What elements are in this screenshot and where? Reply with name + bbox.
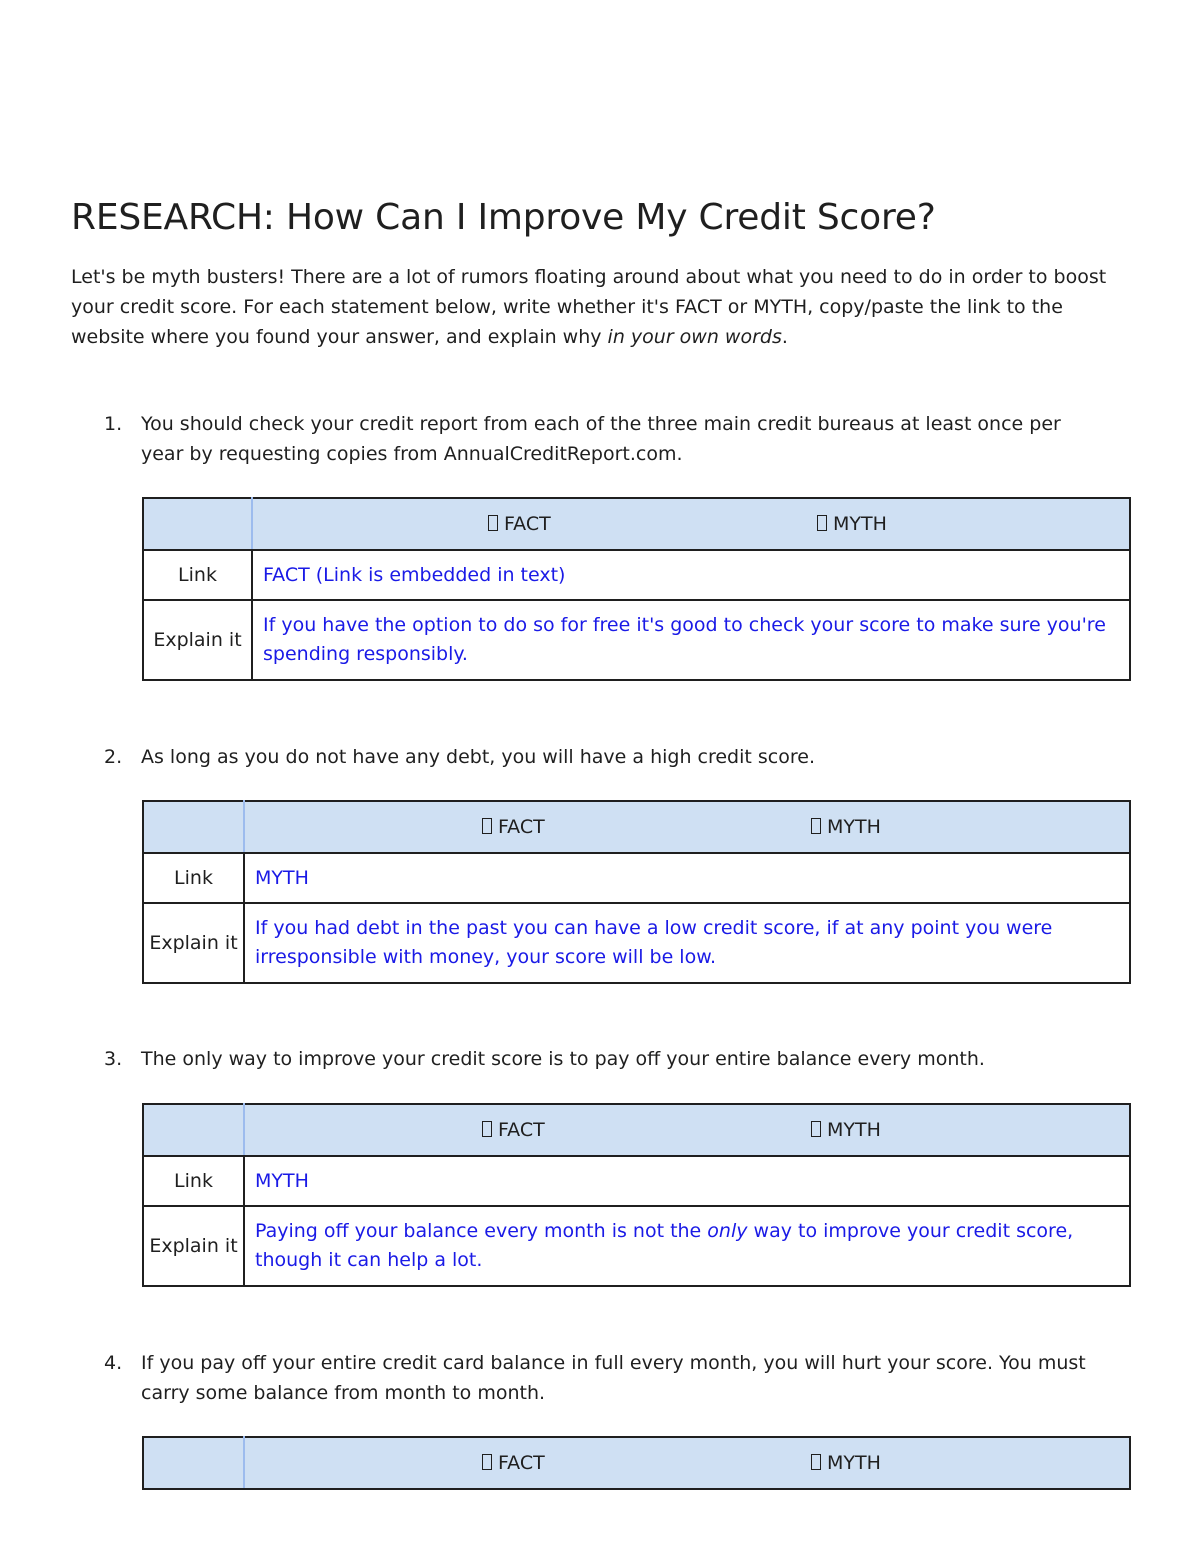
choice-row — [143, 1104, 1130, 1156]
intro-text: Let's be myth busters! There are a lot of rumors floating around about what you need to do in order to boost your credit score. For each statement below, write whether it's FACT or MYTH, copy/paste the link to the website where you found your answer, and explain why — [71, 266, 1107, 348]
question-number: 3. — [104, 1048, 123, 1070]
choice-cell — [244, 1104, 1130, 1156]
choice-row — [143, 498, 1130, 550]
question-number: 2. — [104, 746, 123, 768]
page-title: RESEARCH: How Can I Improve My Credit Score? — [71, 197, 936, 238]
explanation-emphasis: only — [707, 1220, 748, 1242]
choice-row — [143, 801, 1130, 853]
question-2 — [104, 742, 1094, 772]
checkbox-icon — [482, 818, 492, 834]
checkbox-icon — [811, 1121, 821, 1137]
myth-checkbox[interactable] — [817, 509, 887, 539]
header-corner-cell — [143, 1437, 244, 1489]
explain-label: Explain it — [143, 903, 244, 983]
question-number: 1. — [104, 413, 123, 435]
header-corner-cell — [143, 801, 244, 853]
fact-checkbox[interactable] — [482, 1448, 545, 1478]
link-label: Link — [143, 1156, 244, 1206]
intro-paragraph — [71, 262, 1141, 352]
explain-row — [143, 903, 1130, 983]
link-answer[interactable]: FACT (Link is embedded in text) — [252, 550, 1130, 600]
explanation-text[interactable]: If you had debt in the past you can have a low credit score, if at any point you were irresponsible with money, your score will be low. — [244, 903, 1130, 983]
myth-checkbox[interactable] — [811, 812, 881, 842]
fact-checkbox[interactable] — [488, 509, 551, 539]
explain-row — [143, 1206, 1130, 1286]
myth-label: MYTH — [833, 513, 887, 535]
answer-table-4 — [142, 1436, 1131, 1490]
question-text: The only way to improve your credit score is to pay off your entire balance every month. — [141, 1048, 985, 1070]
link-label: Link — [143, 550, 252, 600]
explain-label: Explain it — [143, 600, 252, 680]
checkbox-icon — [482, 1121, 492, 1137]
fact-checkbox[interactable] — [482, 1115, 545, 1145]
choice-cell — [252, 498, 1130, 550]
question-1 — [104, 409, 1094, 469]
link-row — [143, 853, 1130, 903]
question-number: 4. — [104, 1352, 123, 1374]
checkbox-icon — [482, 1454, 492, 1470]
answer-table-2 — [142, 800, 1131, 984]
question-text: You should check your credit report from each of the three main credit bureaus at least once per year by requesting copies from AnnualCreditReport.com. — [141, 413, 1061, 465]
choice-cell — [244, 1437, 1130, 1489]
explanation-end: way to improve your credit score, though it can help a lot. — [255, 1220, 1074, 1271]
header-corner-cell — [143, 1104, 244, 1156]
checkbox-icon — [811, 818, 821, 834]
explain-row — [143, 600, 1130, 680]
intro-emphasis: in your own words — [607, 326, 782, 348]
choice-row — [143, 1437, 1130, 1489]
fact-label: FACT — [498, 816, 545, 838]
question-text: If you pay off your entire credit card balance in full every month, you will hurt your score. You must carry some balance from month to month. — [141, 1352, 1086, 1404]
question-text: As long as you do not have any debt, you will have a high credit score. — [141, 746, 815, 768]
explain-label: Explain it — [143, 1206, 244, 1286]
myth-label: MYTH — [827, 1452, 881, 1474]
question-3 — [104, 1044, 1094, 1074]
link-label: Link — [143, 853, 244, 903]
myth-label: MYTH — [827, 816, 881, 838]
myth-checkbox[interactable] — [811, 1448, 881, 1478]
answer-table-3 — [142, 1103, 1131, 1287]
fact-label: FACT — [498, 1452, 545, 1474]
choice-cell — [244, 801, 1130, 853]
answer-table-1 — [142, 497, 1131, 681]
header-corner-cell — [143, 498, 252, 550]
link-row — [143, 550, 1130, 600]
fact-label: FACT — [498, 1119, 545, 1141]
myth-label: MYTH — [827, 1119, 881, 1141]
question-4 — [104, 1348, 1094, 1408]
explanation-start: Paying off your balance every month is not the — [255, 1220, 708, 1242]
fact-checkbox[interactable] — [482, 812, 545, 842]
checkbox-icon — [488, 515, 498, 531]
checkbox-icon — [817, 515, 827, 531]
myth-checkbox[interactable] — [811, 1115, 881, 1145]
explanation-text[interactable]: If you have the option to do so for free it's good to check your score to make sure you're spending responsibly. — [252, 600, 1130, 680]
link-answer[interactable]: MYTH — [244, 1156, 1130, 1206]
link-answer[interactable]: MYTH — [244, 853, 1130, 903]
link-row — [143, 1156, 1130, 1206]
intro-end: . — [781, 326, 788, 348]
explanation-text[interactable] — [244, 1206, 1130, 1286]
fact-label: FACT — [504, 513, 551, 535]
checkbox-icon — [811, 1454, 821, 1470]
